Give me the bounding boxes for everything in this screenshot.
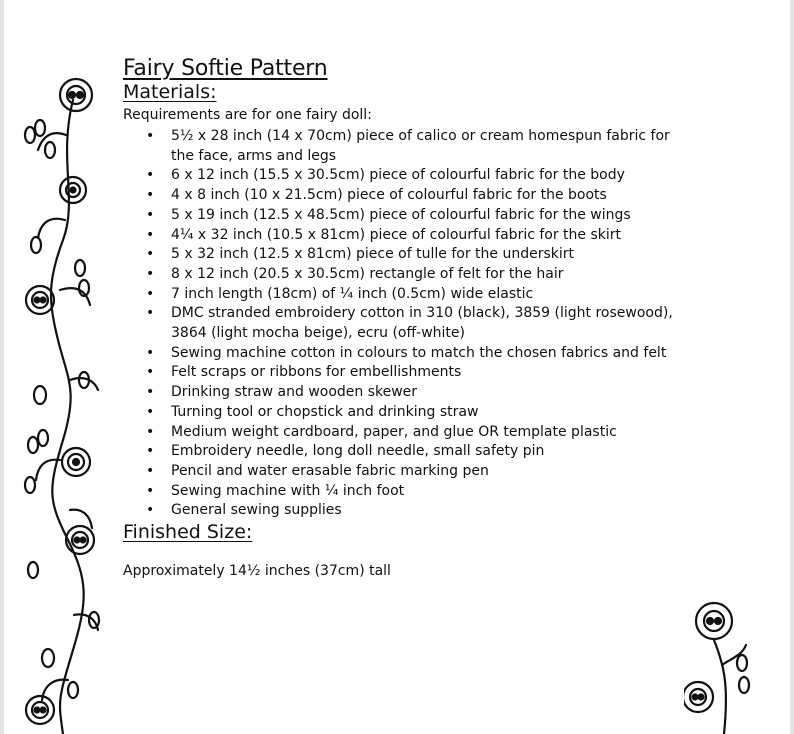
- flower-icon: [26, 696, 54, 724]
- list-item: • Turning tool or chopstick and drinking straw: [123, 403, 683, 423]
- list-item: • 5½ x 28 inch (14 x 70cm) piece of calico or cream homespun fabric for the face, arms and legs: [123, 127, 683, 166]
- page-edge-right: [790, 0, 794, 734]
- list-item: • 5 x 19 inch (12.5 x 48.5cm) piece of colourful fabric for the wings: [123, 206, 683, 226]
- list-item: • 4¼ x 32 inch (10.5 x 81cm) piece of colourful fabric for the skirt: [123, 226, 683, 246]
- list-item: • 7 inch length (18cm) of ¼ inch (0.5cm) wide elastic: [123, 285, 683, 305]
- page-edge-left: [0, 0, 4, 734]
- leaf-icon: [737, 655, 749, 693]
- flower-icon: [684, 682, 713, 712]
- list-item: • 5 x 32 inch (12.5 x 81cm) piece of tulle for the underskirt: [123, 245, 683, 265]
- list-item: • Medium weight cardboard, paper, and glue OR template plastic: [123, 423, 683, 443]
- flower-icon: [696, 603, 732, 639]
- finished-size-text: Approximately 14½ inches (37cm) tall: [123, 563, 391, 580]
- right-vine-decoration: [684, 585, 754, 734]
- flower-icon: [60, 79, 92, 111]
- list-item: • Sewing machine with ¼ inch foot: [123, 482, 683, 502]
- list-item: • Embroidery needle, long doll needle, small safety pin: [123, 442, 683, 462]
- flower-icon: [62, 448, 90, 476]
- list-item: • General sewing supplies: [123, 501, 683, 521]
- list-item: • 8 x 12 inch (20.5 x 30.5cm) rectangle of felt for the hair: [123, 265, 683, 285]
- list-item: • 6 x 12 inch (15.5 x 30.5cm) piece of colourful fabric for the body: [123, 166, 683, 186]
- materials-intro: Requirements are for one fairy doll:: [123, 107, 372, 123]
- left-vine-decoration: [18, 40, 118, 734]
- materials-heading: Materials:: [123, 81, 217, 103]
- flower-icon: [66, 526, 94, 554]
- document-title: Fairy Softie Pattern: [123, 56, 328, 81]
- list-item: • Pencil and water erasable fabric marking pen: [123, 462, 683, 482]
- list-item: • 4 x 8 inch (10 x 21.5cm) piece of colourful fabric for the boots: [123, 186, 683, 206]
- finished-size-heading: Finished Size:: [123, 521, 253, 544]
- list-item: • Felt scraps or ribbons for embellishments: [123, 363, 683, 383]
- list-item: • Drinking straw and wooden skewer: [123, 383, 683, 403]
- flower-icon: [26, 286, 54, 314]
- flower-icon: [60, 177, 86, 203]
- document-content: [123, 56, 683, 579]
- leaf-icon: [25, 120, 99, 698]
- list-item: • Sewing machine cotton in colours to match the chosen fabrics and felt: [123, 344, 683, 364]
- materials-list: [123, 127, 683, 521]
- list-item: • DMC stranded embroidery cotton in 310 (black), 3859 (light rosewood), 3864 (light mocha beige), ecru (off-white): [123, 304, 683, 343]
